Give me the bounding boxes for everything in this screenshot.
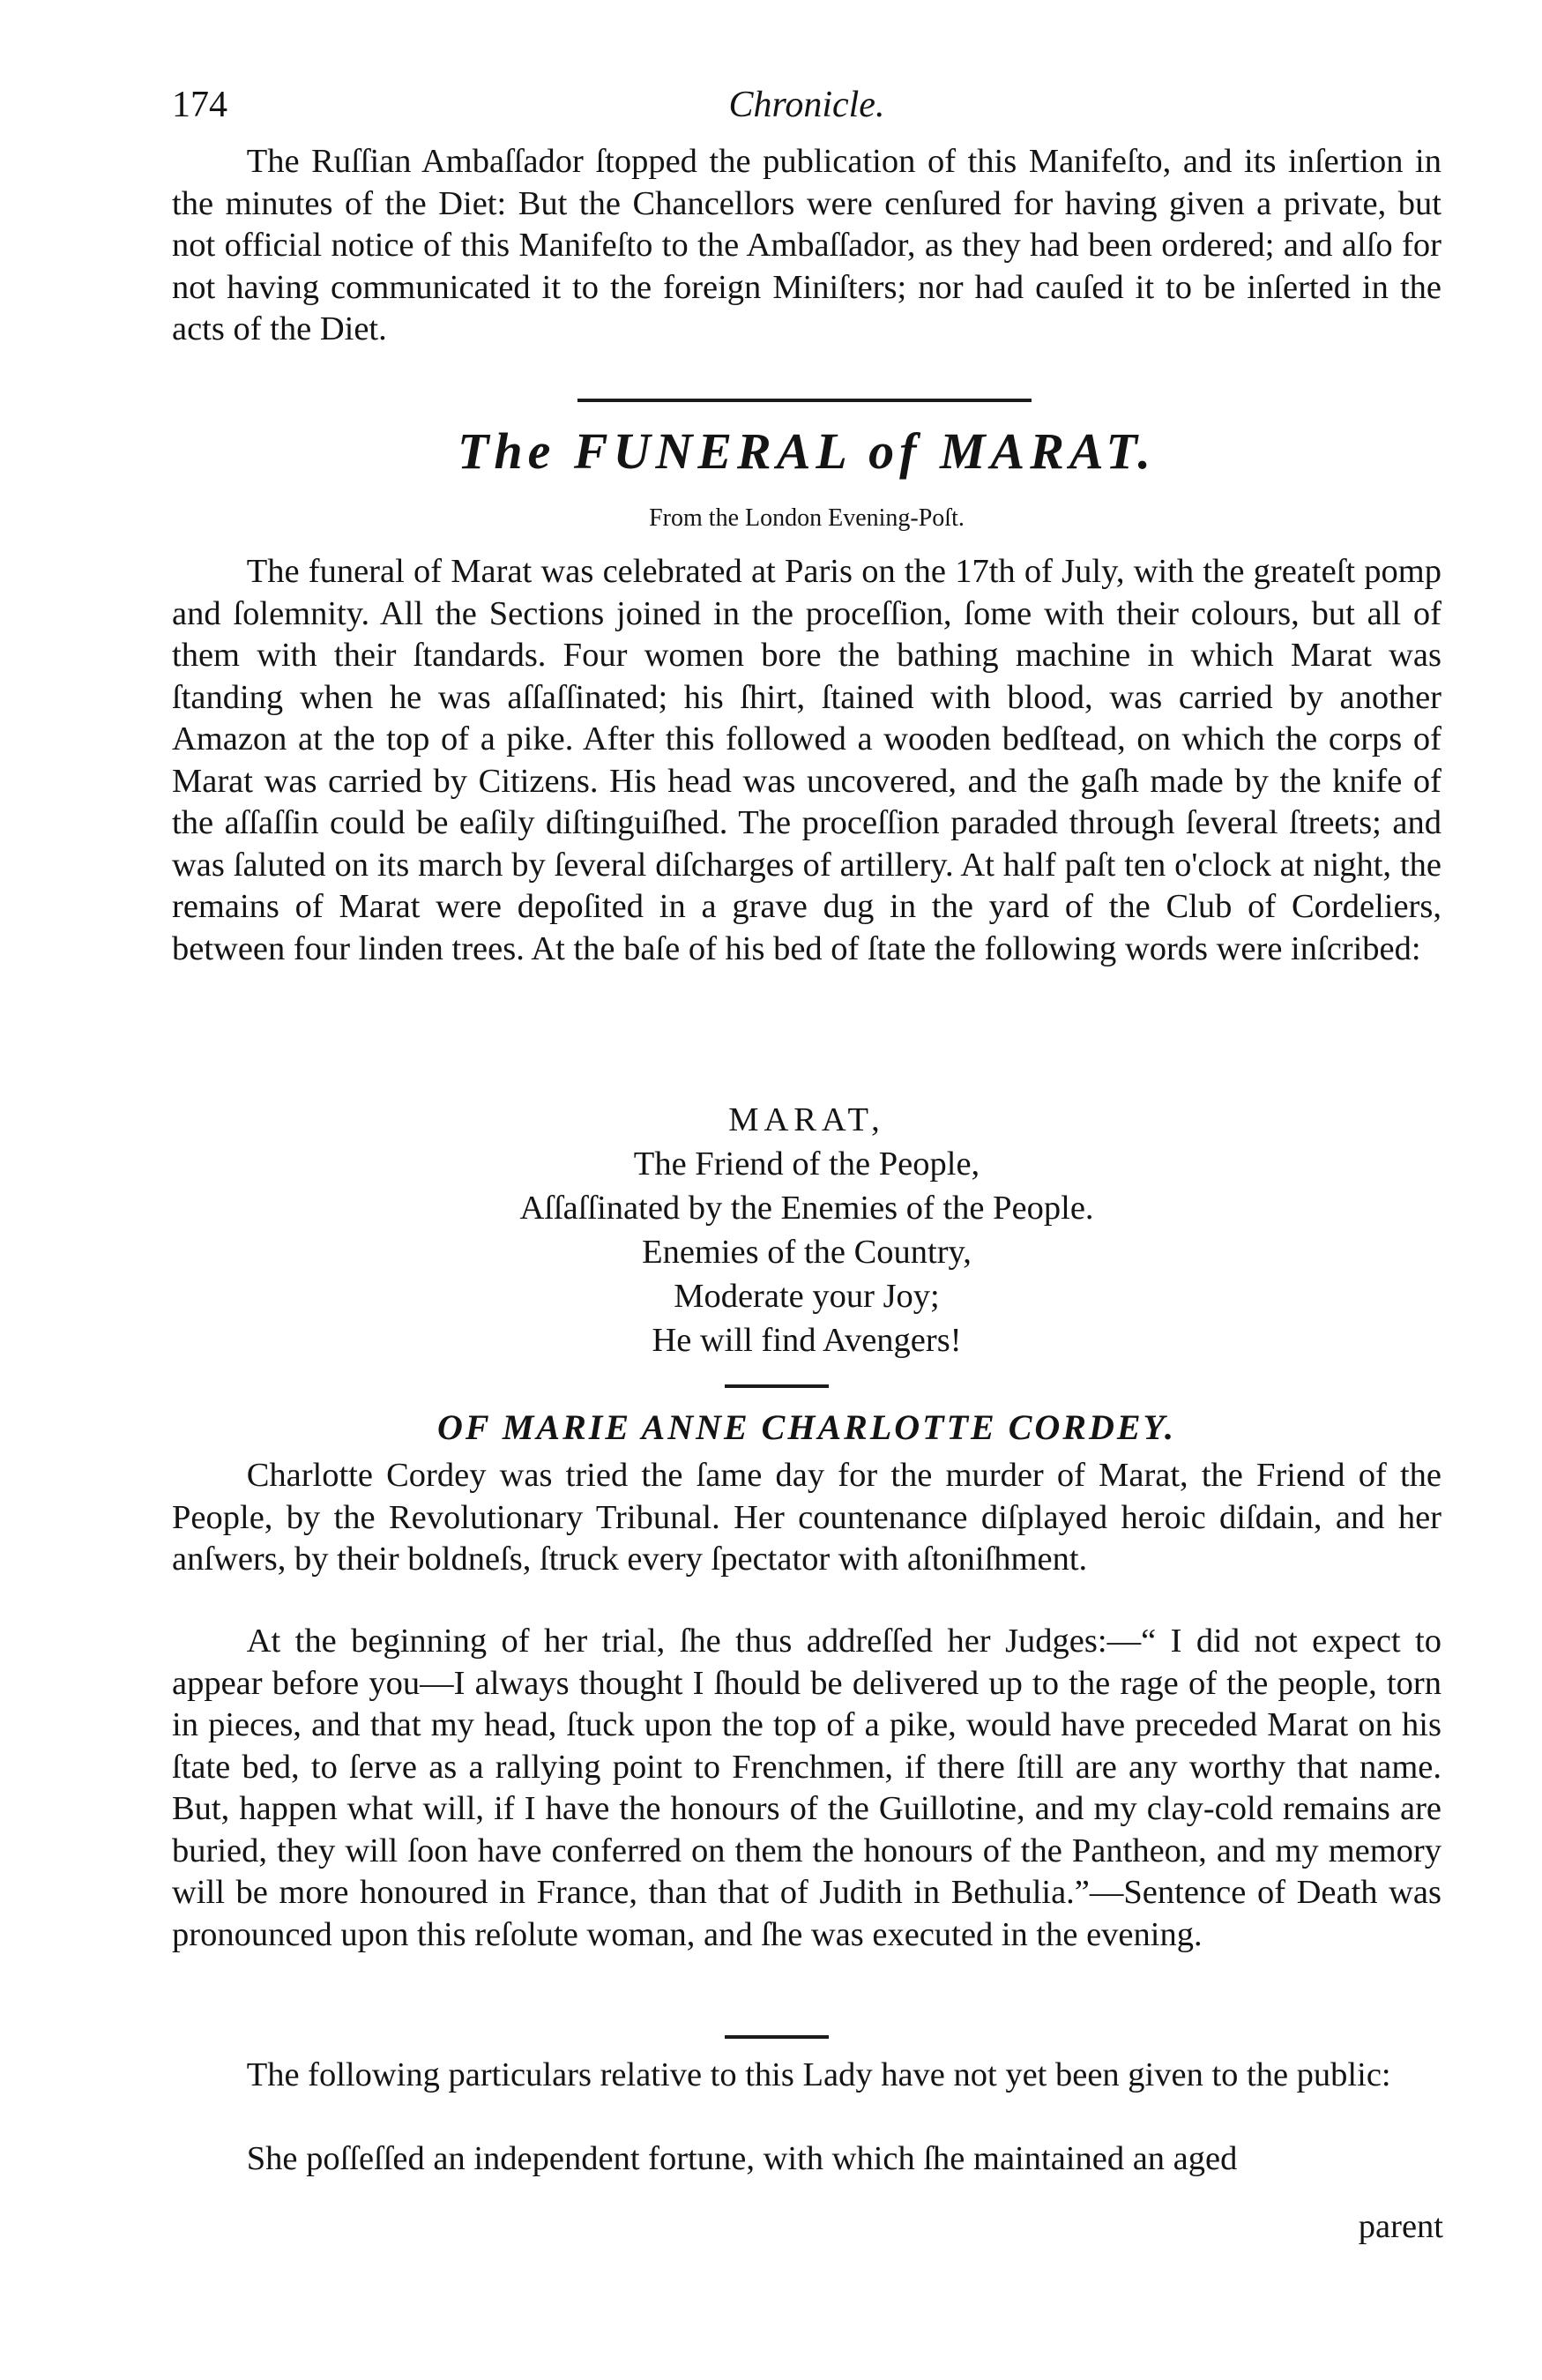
inscription-line: Aſſaſſinated by the Enemies of the People. [519,1190,1094,1227]
section-divider [725,1384,829,1388]
cordey-paragraph: Charlotte Cordey was tried the ſame day for the murder of Marat, the Friend of the People, by the Revolutionary Tribunal. Her countenance diſplayed heroic diſdain, and her anſwers, by their boldneſs, ſtruck every ſpectator with aſtoniſhment. [172,1457,1441,1578]
running-head: Chronicle. [728,85,885,125]
section-divider [725,2035,829,2039]
cordey-paragraph: The following particulars relative to this Lady have not yet been given to the public: [246,2056,1391,2093]
inscription-line: He will find Avengers! [652,1322,962,1359]
inscription-line: Moderate your Joy; [674,1278,940,1315]
intro-paragraph: The Ruſſian Ambaſſador ſtopped the publication of this Manifeſto, and its inſertion in the minutes of the Diet: But the Chancellors were cenſured for having given a private, but not official notice of this Manifeſto to the Ambaſſador, as they had been ordered; and alſo for not having communicated it to the foreign Miniſters; nor had cauſed it to be inſerted in the acts of the Diet. [172,143,1441,347]
funeral-paragraph: The funeral of Marat was celebrated at Paris on the 17th of July, with the greateſt pomp and ſolemnity. All the Sections joined in the proceſſion, ſome with their colours, but all of them with their ſtandards. Four women bore the bathing machine in which Marat was ſtanding when he was aſſaſſinated; his ſhirt, ſtained with blood, was carried by another Amazon at the top of a pike. After this followed a wooden bedſtead, on which the corps of Marat was carried by Citizens. His head was uncovered, and the gaſh made by the knife of the aſſaſſin could be eaſily diſtinguiſhed. The proceſſion paraded through ſeveral ſtreets; and was ſaluted on its march by ſeveral diſcharges of artillery. At half paſt ten o'clock at night, the remains of Marat were depoſited in a grave dug in the yard of the Club of Cordeliers, between four linden trees. At the baſe of his bed of ſtate the following words were inſcribed: [172,553,1441,967]
funeral-source: From the London Evening-Poſt. [649,504,965,532]
catchword: parent [1358,2208,1443,2245]
inscription-line: Enemies of the Country, [642,1234,972,1271]
funeral-title: The FUNERAL of MARAT. [457,422,1157,480]
section-divider [577,399,1032,402]
page-header [172,84,1441,137]
cordey-paragraph: At the beginning of her trial, ſhe thus addreſſed her Judges:—“ I did not expect to appear before you—I always thought I ſhould be delivered up to the rage of the people, torn in pieces, and that my head, ſtuck upon the top of a pike, would have preceded Marat on his ſtate bed, to ſerve as a rallying point to Frenchmen, if there ſtill are any worthy that name. But, happen what will, if I have the honours of the Guillotine, and my clay-cold remains are buried, they will ſoon have conferred on them the honours of the Pantheon, and my memory will be more honoured in France, than that of Judith in Bethulia.”—Sentence of Death was pronounced upon this reſolute woman, and ſhe was executed in the evening. [172,1623,1441,1953]
cordey-title: OF MARIE ANNE CHARLOTTE CORDEY. [437,1407,1176,1447]
page-number: 174 [172,85,227,125]
inscription-line: The Friend of the People, [633,1145,980,1183]
inscription [172,1098,1441,1362]
inscription-line: MARAT, [728,1101,885,1138]
cordey-paragraph: She poſſeſſed an independent fortune, with which ſhe maintained an aged [246,2140,1238,2177]
